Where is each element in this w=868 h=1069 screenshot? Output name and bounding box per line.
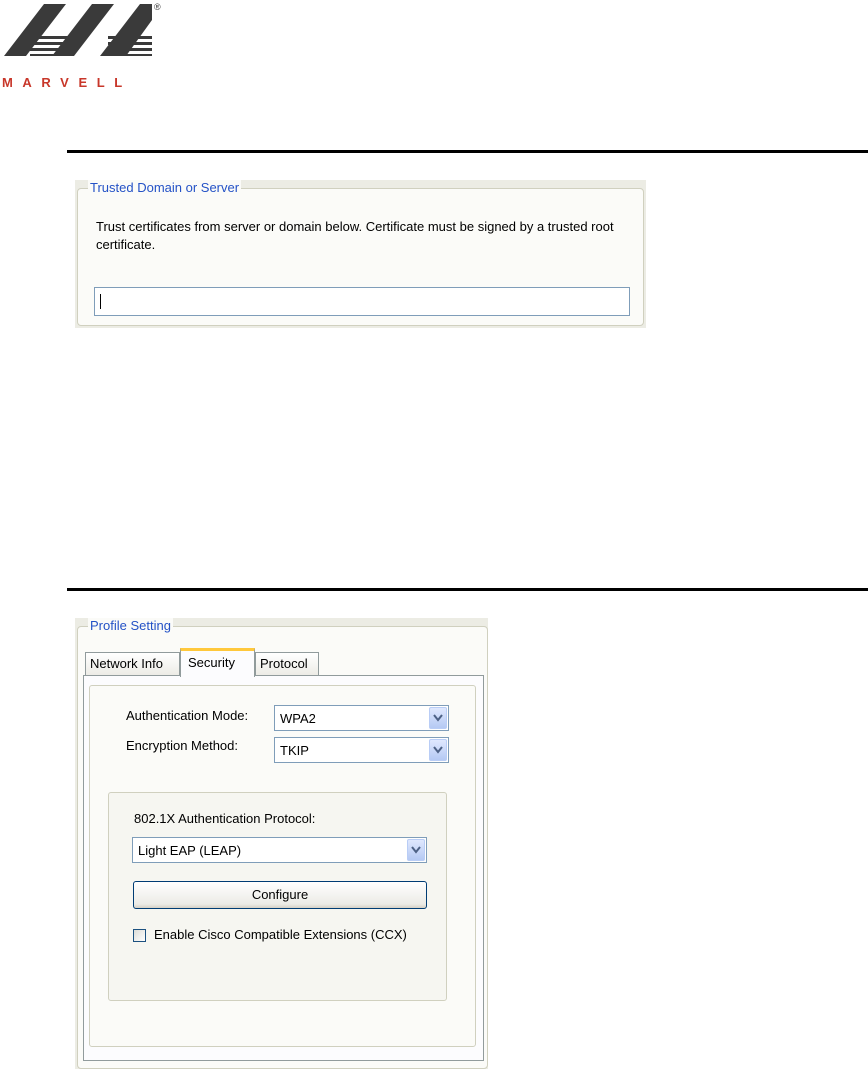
configure-button[interactable]: Configure: [133, 881, 427, 909]
trusted-domain-group: [77, 180, 644, 326]
chevron-down-icon[interactable]: [429, 739, 447, 761]
section-divider: [67, 150, 868, 153]
security-settings-box: [89, 685, 476, 1047]
trust-description: Trust certificates from server or domain below. Certificate must be signed by a trusted root certificate.: [96, 219, 614, 252]
text-caret: [100, 294, 101, 309]
registered-mark: ®: [154, 2, 161, 12]
authentication-mode-label: Authentication Mode:: [126, 708, 249, 723]
ccx-label[interactable]: Enable Cisco Compatible Extensions (CCX): [154, 927, 407, 942]
authentication-mode-value: WPA2: [280, 711, 316, 726]
marvell-logo-mark: [0, 0, 170, 72]
marvell-logo: [0, 0, 170, 95]
profile-setting-screenshot: [75, 618, 488, 1069]
encryption-method-select[interactable]: [274, 737, 449, 763]
trusted-domain-screenshot: [75, 180, 646, 328]
dot1x-protocol-label: 802.1X Authentication Protocol:: [134, 811, 316, 826]
chevron-down-icon[interactable]: [407, 839, 425, 861]
group-title: Profile Setting: [90, 618, 171, 633]
marvell-wordmark: [2, 75, 132, 90]
encryption-method-label: Encryption Method:: [126, 738, 239, 753]
trusted-server-input[interactable]: [94, 287, 630, 316]
wordmark-text: MARVELL: [2, 75, 132, 90]
tab-protocol[interactable]: Protocol: [255, 652, 319, 676]
dot1x-protocol-select[interactable]: [132, 837, 427, 863]
dot1x-group: [108, 792, 447, 1001]
chevron-down-icon[interactable]: [429, 707, 447, 729]
security-tab-panel: [83, 675, 484, 1061]
encryption-method-value: TKIP: [280, 743, 309, 758]
ccx-checkbox[interactable]: [133, 929, 146, 942]
authentication-mode-select[interactable]: [274, 705, 449, 731]
tab-network-info[interactable]: Network Info: [85, 652, 180, 676]
dot1x-protocol-value: Light EAP (LEAP): [138, 843, 242, 858]
tab-security[interactable]: Security: [180, 648, 255, 677]
section-divider: [67, 588, 868, 591]
group-title: Trusted Domain or Server: [90, 180, 240, 195]
